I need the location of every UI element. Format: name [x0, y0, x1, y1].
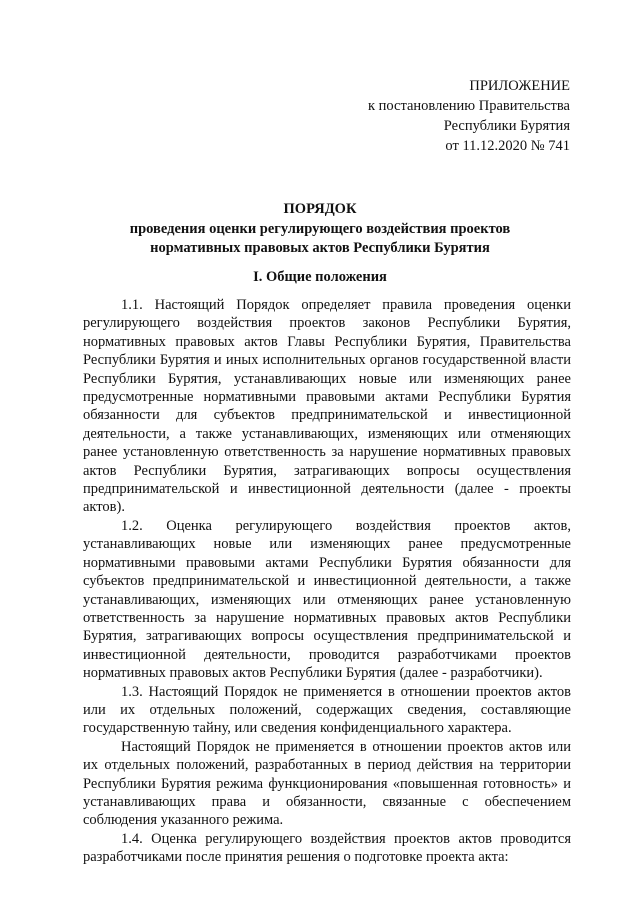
appendix-header: [368, 76, 570, 156]
paragraph-1-2: 1.2. Оценка регулирующего воздействия проектов актов, устанавливающих новые или изменяющих ранее предусмотренные нормативными правовыми актами Республики Бурятия обязанности для субъектов предпринимательской и инвестиционной деятельности, а также устанавливающих, изменяющих или отменяющих ранее установленную ответственность за нарушение нормативных правовых актов Республики Бурятия, затрагивающих вопросы осуществления предпринимательской и инвестиционной деятельности, проводится разработчиками проектов нормативных правовых актов Республики Бурятия (далее - разработчики).: [83, 517, 571, 682]
document-body: [83, 296, 571, 867]
paragraph-1-3-addendum: Настоящий Порядок не применяется в отношении проектов актов или их отдельных положений, разработанных в период действия на территории Республики Бурятия режима функционирования «повышенная готовность» и устанавливающих права и обязанности, связанные с обеспечением соблюдения указанного режима.: [83, 738, 571, 829]
title-main: ПОРЯДОК: [283, 201, 357, 217]
section-heading: I. Общие положения: [253, 269, 387, 285]
title-subtitle-line2: нормативных правовых актов Республики Бурятия: [150, 240, 490, 256]
appendix-republic: Республики Бурятия: [443, 118, 570, 134]
paragraph-1-1: 1.1. Настоящий Порядок определяет правила проведения оценки регулирующего воздействия проектов законов Республики Бурятия, нормативных правовых актов Главы Республики Бурятия, Правительства Республики Бурятия и иных исполнительных органов государственной власти Республики Бурятия, устанавливающих новые или изменяющих ранее предусмотренные нормативными правовыми актами Республики Бурятия обязанности для субъектов предпринимательской и инвестиционной деятельности, а также устанавливающих, изменяющих или отменяющих ранее установленную ответственность за нарушение нормативных правовых актов Республики Бурятия, затрагивающих вопросы осуществления предпринимательской и инвестиционной деятельности (далее - проекты актов).: [83, 297, 571, 516]
document-title: [70, 200, 570, 258]
appendix-date-number: от 11.12.2020 № 741: [445, 138, 570, 154]
paragraph-1-3: 1.3. Настоящий Порядок не применяется в отношении проектов актов или их отдельных положений, содержащих сведения, составляющие государственную тайну, или сведения конфиденциального характера.: [83, 683, 571, 737]
appendix-resolution: к постановлению Правительства: [368, 98, 570, 114]
paragraph-1-4: 1.4. Оценка регулирующего воздействия проектов актов проводится разработчиками после принятия решения о подготовке проекта акта:: [83, 830, 571, 866]
appendix-label: ПРИЛОЖЕНИЕ: [469, 78, 570, 94]
title-subtitle-line1: проведения оценки регулирующего воздействия проектов: [129, 221, 511, 237]
